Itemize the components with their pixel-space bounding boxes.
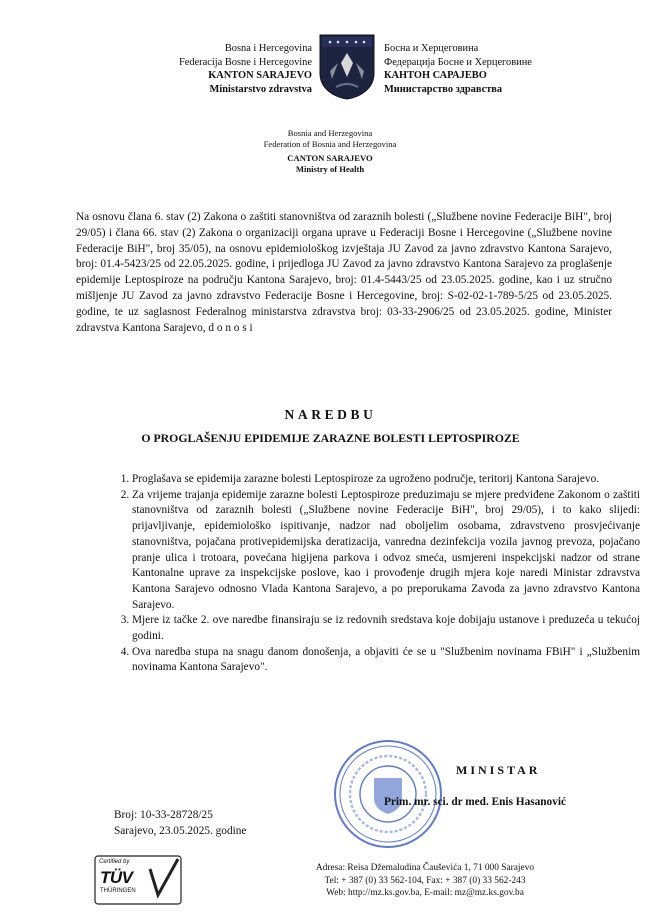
reference-number: Broj: 10-33-28728/25: [114, 809, 213, 821]
tuv-brand: TÜV: [100, 868, 133, 887]
header-country: Bosna i Hercegovina: [224, 43, 312, 54]
header-ministry: Ministarstvo zdravstva: [209, 83, 312, 95]
header-right-block: [384, 42, 604, 96]
header-federation-cyr: Федерација Босне и Херцеговине: [384, 56, 532, 68]
order-items-list: [108, 472, 640, 676]
official-stamp-icon: [332, 738, 444, 850]
reference-block: [114, 808, 246, 839]
header-canton-en: CANTON SARAJEVO: [287, 153, 373, 163]
list-item: 2. Za vrijeme trajanja epidemije zarazne bolesti Leptospiroze preduzimaju se mjere predviđene Zakonom o zaštiti stanovništva od zaraznih bolesti („Službene novine Federacije BiH", broj 29/05), i to kako slijedi: prijavljivanje, epidemiološko ispitivanje, nadzor nad oboljelim osobama, zdravstveno prosvjećivanje stanovništva, pojačana protivepidemijska deratizacija, vanredna dezinfekcija vozila javnog prevoza, pojačano pranje ulica i trotoara, povećana higijena parkova i odvoz smeća, usmjereni inspekcijski nadzor od strane Kantonalne uprave za inspekcijske poslove, kao i provođenje drugih mjera koje naredi Ministar zdravstva Kantona Sarajevo odnosno Vlada Kantona Sarajevo, a po preporukama Zavoda za javno zdravstvo Kantona Sarajevo.: [132, 488, 640, 614]
header-canton-cyr: КАНТОН САРАЈЕВО: [384, 70, 487, 81]
preamble-paragraph: Na osnovu člana 6. stav (2) Zakona o zaštiti stanovništva od zaraznih bolesti („Službene novine Federacije BiH", broj 29/05) i člana 66. stav (2) Zakona o organizaciji organa uprave u Federaciji Bosne i Hercegovine („Službene novine Federacije BiH", broj 35/05), na osnovu epidemiološkog izvještaja JU Zavod za javno zdravstvo Kantona Sarajevo, broj: 01.4-5423/25 od 22.05.2025. godine, i prijedloga JU Zavod za javno zdravstvo Kantona Sarajevo za proglašenje epidemije Leptospiroze na području Kantona Sarajevo, broj: 01.4-5443/25 od 23.05.2025. godine, kao i uz stručno mišljenje JU Zavod za javno zdravstvo Federacije Bosne i Hercegovine, broj: S-02-02-1-789-5/25 od 23.05.2025. godine, te uz saglasnost Federalnog ministarstva zdravstva broj: 03-33-2906/25 od 23.05.2025. godine, Minister zdravstva Kantona Sarajevo, d o n o s i: [76, 211, 612, 334]
signature-title: MINISTAR: [456, 763, 541, 777]
header-federation: Federacija Bosne i Hercegovine: [178, 56, 312, 68]
reference-place-date: Sarajevo, 23.05.2025. godine: [114, 824, 247, 837]
header-ministry-en: Ministry of Health: [295, 163, 365, 174]
canton-crest-icon: [318, 33, 376, 101]
header-country-en: Bosnia and Herzegovina: [287, 128, 373, 138]
list-item: 3. Mjere iz tačke 2. ove naredbe finansiraju se iz redovnih sredstava koje dobijaju ustanove i preduzeća u tekućoj godini.: [132, 613, 640, 644]
list-item: 4. Ova naredba stupa na snagu danom donošenja, a objaviti će se u "Službenim novinama FBiH" i „Službenim novinama Kantona Sarajevo".: [132, 645, 640, 676]
footer-address: Adresa: Reisa Džemaludina Čauševića 1, 71 000 Sarajevo: [315, 863, 535, 873]
header-english-block: [180, 128, 480, 174]
header-country-cyr: Босна и Херцеговина: [384, 43, 479, 54]
tuv-certification-logo: [94, 855, 182, 905]
tuv-region: THÜRINGEN: [100, 888, 136, 894]
header-left-block: [120, 42, 312, 96]
footer-phone-fax: Tel: + 387 (0) 33 562-104, Fax: + 387 (0) 33 562-243: [324, 875, 526, 886]
header-canton: KANTON SARAJEVO: [208, 70, 312, 81]
footer-contact: [290, 862, 560, 900]
document-subtitle: O PROGLAŠENJU EPIDEMIJE ZARAZNE BOLESTI LEPTOSPIROZE: [141, 431, 520, 445]
certified-by-label: Certified by: [99, 859, 130, 865]
list-item: 1. Proglašava se epidemija zarazne bolesti Leptospiroze za ugroženo područje, teritorij Kantona Sarajevo.: [132, 472, 640, 488]
header-federation-en: Federation of Bosnia and Herzegovina: [263, 138, 397, 149]
document-title: NAREDBU: [284, 407, 377, 422]
header-ministry-cyr: Министарство здравства: [384, 83, 503, 95]
footer-web-email: Web: http://mz.ks.gov.ba, E-mail: mz@mz.ks.gov.ba: [326, 888, 524, 899]
signature-name: Prim. mr. sci. dr med. Enis Hasanović: [384, 796, 567, 808]
